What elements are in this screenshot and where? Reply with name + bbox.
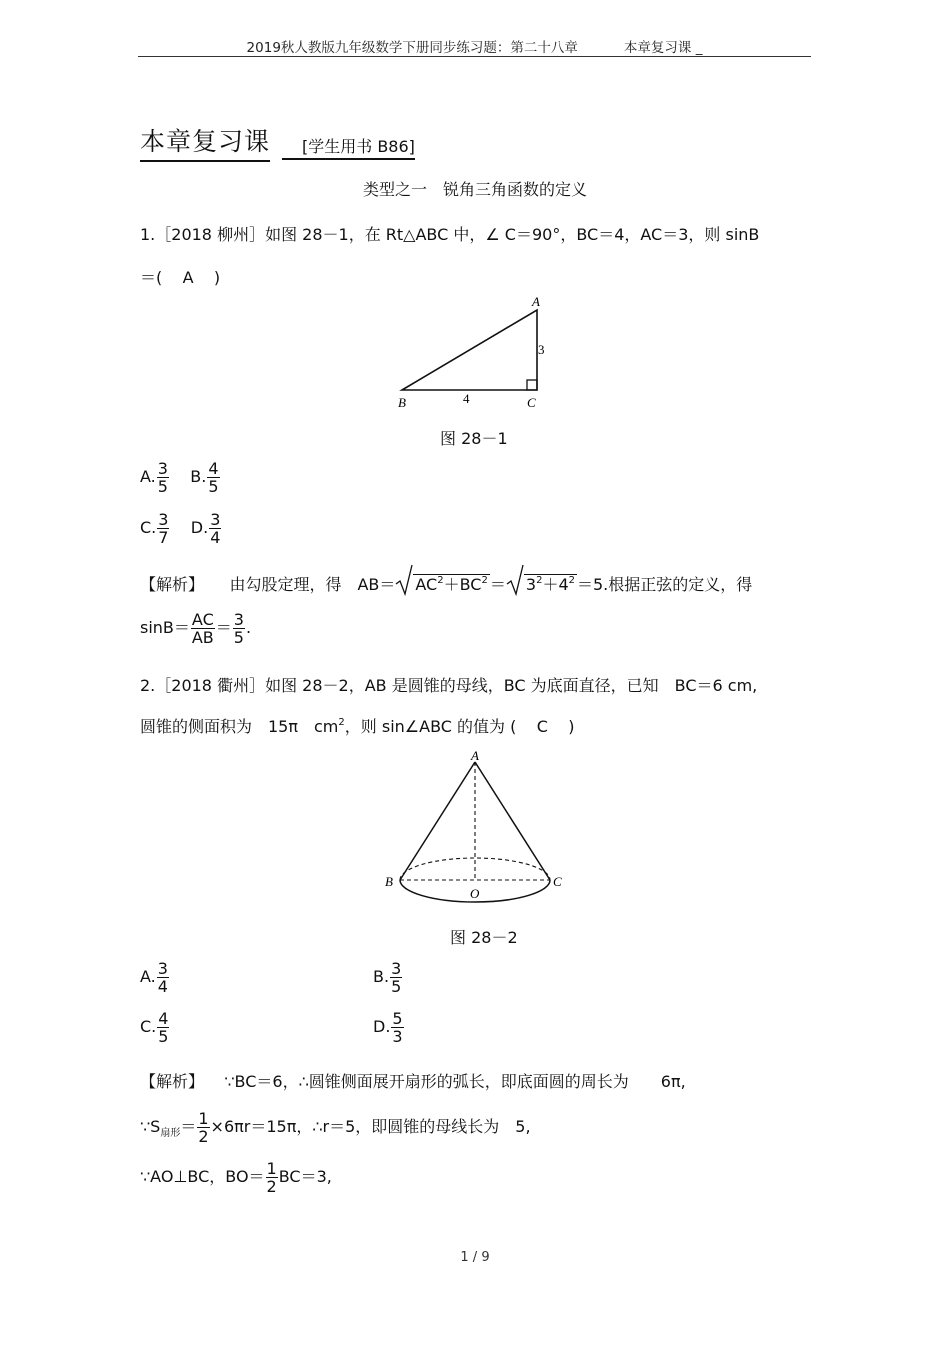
running-header [138, 36, 811, 57]
q2-stem-line1: 2.［2018 衢州］如图 28－2，AB 是圆锥的母线，BC 为底面直径，已知 BC＝6 cm, [140, 676, 758, 695]
q1-option-a: A. $\frac{3}{5}$ [140, 459, 168, 496]
q1-option-b: B. $\frac{4}{5}$ [190, 459, 219, 496]
book-reference: [学生用书 B86] [282, 134, 415, 160]
header-right: 本章复习课 _ [623, 40, 703, 56]
header-left: 2019秋人教版九年级数学下册同步练习题：第二十八章 [246, 40, 578, 56]
q1-analysis-line1: 【解析】 由勾股定理，得 AB＝ $AC^2+BC^2$ ＝ $3^2+4^2 =5$.根据正弦的定义，得 [140, 572, 752, 595]
q1-analysis-line2: sinB＝ $\frac{AC}{AB}$ ＝ $\frac{3}{5}$ . [140, 610, 252, 647]
point-c-label: C [553, 874, 562, 889]
analysis-tag: 【解析】 [140, 1072, 205, 1091]
apex-a-label: A [471, 748, 479, 763]
q2-analysis-line3: ∵AO⊥BC，BO＝ $\frac{1}{2}$ BC＝3, [140, 1159, 332, 1196]
side-bc-label: 4 [463, 391, 470, 406]
q1-paren-close: ) [213, 268, 221, 287]
q2-answer: C [536, 717, 548, 736]
figure-28-1-caption: 图 28－1 [440, 429, 508, 448]
vertex-a-label: A [532, 294, 540, 309]
page-number: 1 / 9 [460, 1250, 490, 1265]
vertex-b-label: B [398, 395, 406, 410]
point-b-label: B [385, 874, 393, 889]
q2-option-d: D. $\frac{5}{3}$ [373, 1009, 403, 1046]
side-ac-label: 3 [538, 342, 545, 357]
q2-analysis-line1: 【解析】 ∵BC＝6，∴圆锥侧面展开扇形的弧长，即底面圆的周长为 6π, [140, 1072, 686, 1091]
center-o-label: O [470, 886, 480, 901]
q2-option-c: C. $\frac{4}{5}$ [140, 1009, 169, 1046]
q1-stem-line2 [140, 265, 220, 288]
vertex-c-label: C [527, 395, 536, 410]
q1-option-c: C. $\frac{3}{7}$ [140, 510, 169, 547]
q1-stem-line1: 1.［2018 柳州］如图 28－1，在 Rt△ABC 中，∠ C＝90°，BC＝4，AC＝3，则 sinB [140, 225, 760, 244]
q1-paren-open: ＝( [140, 268, 163, 287]
radical-2: $3^2+4^2$ [506, 572, 577, 595]
section-heading: 类型之一 锐角三角函数的定义 [362, 180, 587, 199]
figure-28-1-triangle [390, 290, 560, 415]
analysis-tag: 【解析】 [140, 575, 205, 594]
q2-option-b: B. $\frac{3}{5}$ [373, 959, 402, 996]
chapter-title: 本章复习课 [140, 122, 270, 162]
radical-1: $AC^2+BC^2$ [395, 572, 489, 595]
q2-option-a: A. $\frac{3}{4}$ [140, 959, 168, 996]
figure-28-2-caption: 图 28－2 [450, 928, 518, 947]
q1-options-row2 [140, 511, 222, 546]
q1-options-row1 [140, 460, 221, 495]
q1-option-d: D. $\frac{3}{4}$ [190, 510, 221, 547]
q2-analysis-line2: $\because S_{扇形}=$ $\frac{1}{2}$ ×6πr＝15π，∴r＝5，即圆锥的母线长为 5, [140, 1109, 531, 1146]
q1-answer: A [182, 268, 194, 287]
figure-28-2-cone [380, 745, 570, 905]
q2-stem-line2: 圆锥的侧面积为 15π $cm^2$，则 sin∠ABC 的值为 ( C ) [140, 717, 575, 736]
